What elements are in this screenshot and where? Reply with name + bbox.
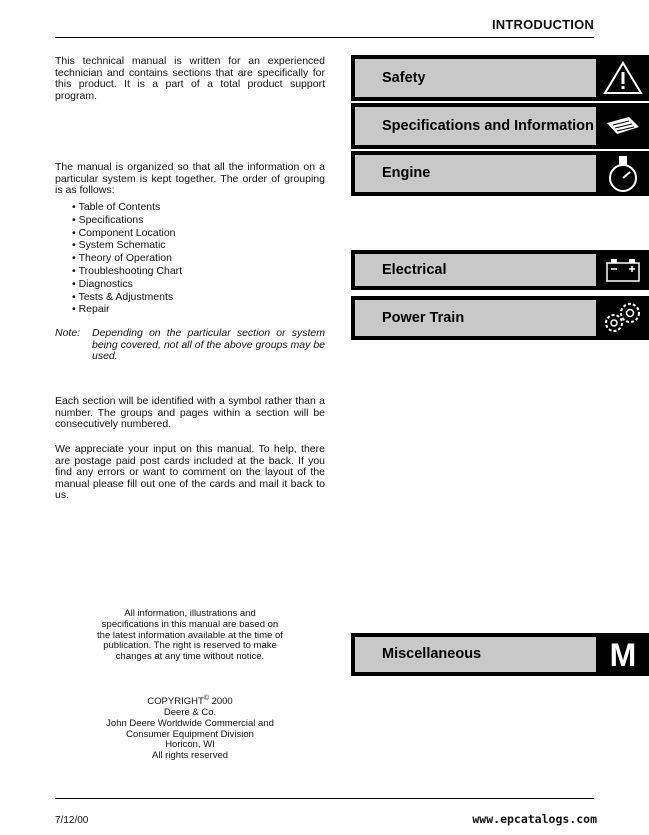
copyright-line: Deere & Co.: [163, 706, 217, 718]
disclaimer-line: the latest information available at the time of: [97, 629, 283, 641]
section-tab-engine[interactable]: [351, 151, 649, 196]
list-item: • Troubleshooting Chart: [72, 265, 182, 278]
footer-rule: [55, 798, 594, 799]
section-tab-power-train[interactable]: [351, 296, 649, 340]
copyright-year: 2000: [208, 696, 233, 708]
section-label: Specifications and Information: [355, 107, 596, 145]
header-rule: [55, 37, 594, 38]
symbol-paragraph: Each section will be identified with a symbol rather than a number. The groups and pages within a section will be consecutively numbered.: [55, 395, 325, 431]
document-icon: [597, 103, 649, 149]
section-label: Safety: [355, 59, 596, 97]
copyright-line: Consumer Equipment Division: [126, 728, 254, 740]
note-label: Note:: [55, 327, 81, 339]
group-list: [72, 201, 182, 316]
copyright-line: John Deere Worldwide Commercial and: [106, 717, 274, 729]
list-item: • Tests & Adjustments: [72, 291, 182, 304]
disclaimer-line: All information, illustrations and: [124, 608, 256, 619]
list-item: • Repair: [72, 303, 182, 316]
section-label: Electrical: [355, 254, 596, 286]
copyright-line: Horicon, WI: [165, 739, 215, 751]
intro-paragraph: This technical manual is written for an experienced technician and contains sections that are specifically for this product. It is a part of a total product support program.: [55, 55, 325, 102]
copyright-heading: [90, 694, 290, 708]
section-tab-safety[interactable]: [351, 55, 649, 101]
battery-icon: [597, 250, 649, 290]
disclaimer-line: publication. The right is reserved to make: [103, 640, 277, 652]
section-tab-electrical[interactable]: [351, 250, 649, 290]
list-item: • Component Location: [72, 227, 182, 240]
note-text: Depending on the particular section or system being covered, not all of the above groups may be used.: [92, 327, 325, 363]
disclaimer-line: changes at any time without notice.: [115, 651, 265, 663]
section-tab-specifications[interactable]: [351, 103, 649, 149]
copyright-word: COPYRIGHT: [147, 696, 204, 708]
list-item: • System Schematic: [72, 239, 182, 252]
copyright-block: [90, 694, 290, 762]
disclaimer-block: [90, 609, 290, 663]
section-label: Power Train: [355, 300, 596, 336]
feedback-paragraph: We appreciate your input on this manual. To help, there are postage paid post cards included at the back. If you find any errors or want to comment on the layout of the manual please fill out one of the cards and mail it back to us.: [55, 443, 325, 502]
warning-triangle-icon: [597, 55, 649, 101]
organization-paragraph: The manual is organized so that all the information on a particular system is kept together. The order of grouping is as follows:: [55, 161, 325, 197]
engine-icon: [597, 151, 649, 196]
disclaimer-line: specifications in this manual are based on: [101, 618, 279, 630]
copyright-line: All rights reserved: [151, 750, 229, 762]
footer-date: 7/12/00: [55, 815, 89, 826]
list-item: • Table of Contents: [72, 201, 182, 214]
list-item: • Theory of Operation: [72, 252, 182, 265]
misc-icon-letter: M: [609, 636, 637, 673]
list-item: • Diagnostics: [72, 278, 182, 291]
letter-m-icon: [597, 633, 649, 676]
note-block: [55, 328, 325, 363]
page-header-title: INTRODUCTION: [491, 17, 594, 32]
footer-website[interactable]: www.epcatalogs.com: [472, 812, 597, 826]
copyright-symbol: ©: [203, 695, 209, 702]
gears-icon: [597, 296, 649, 340]
list-item: • Specifications: [72, 214, 182, 227]
section-tab-miscellaneous[interactable]: [351, 633, 649, 676]
section-label: Miscellaneous: [355, 637, 596, 672]
section-label: Engine: [355, 155, 596, 192]
